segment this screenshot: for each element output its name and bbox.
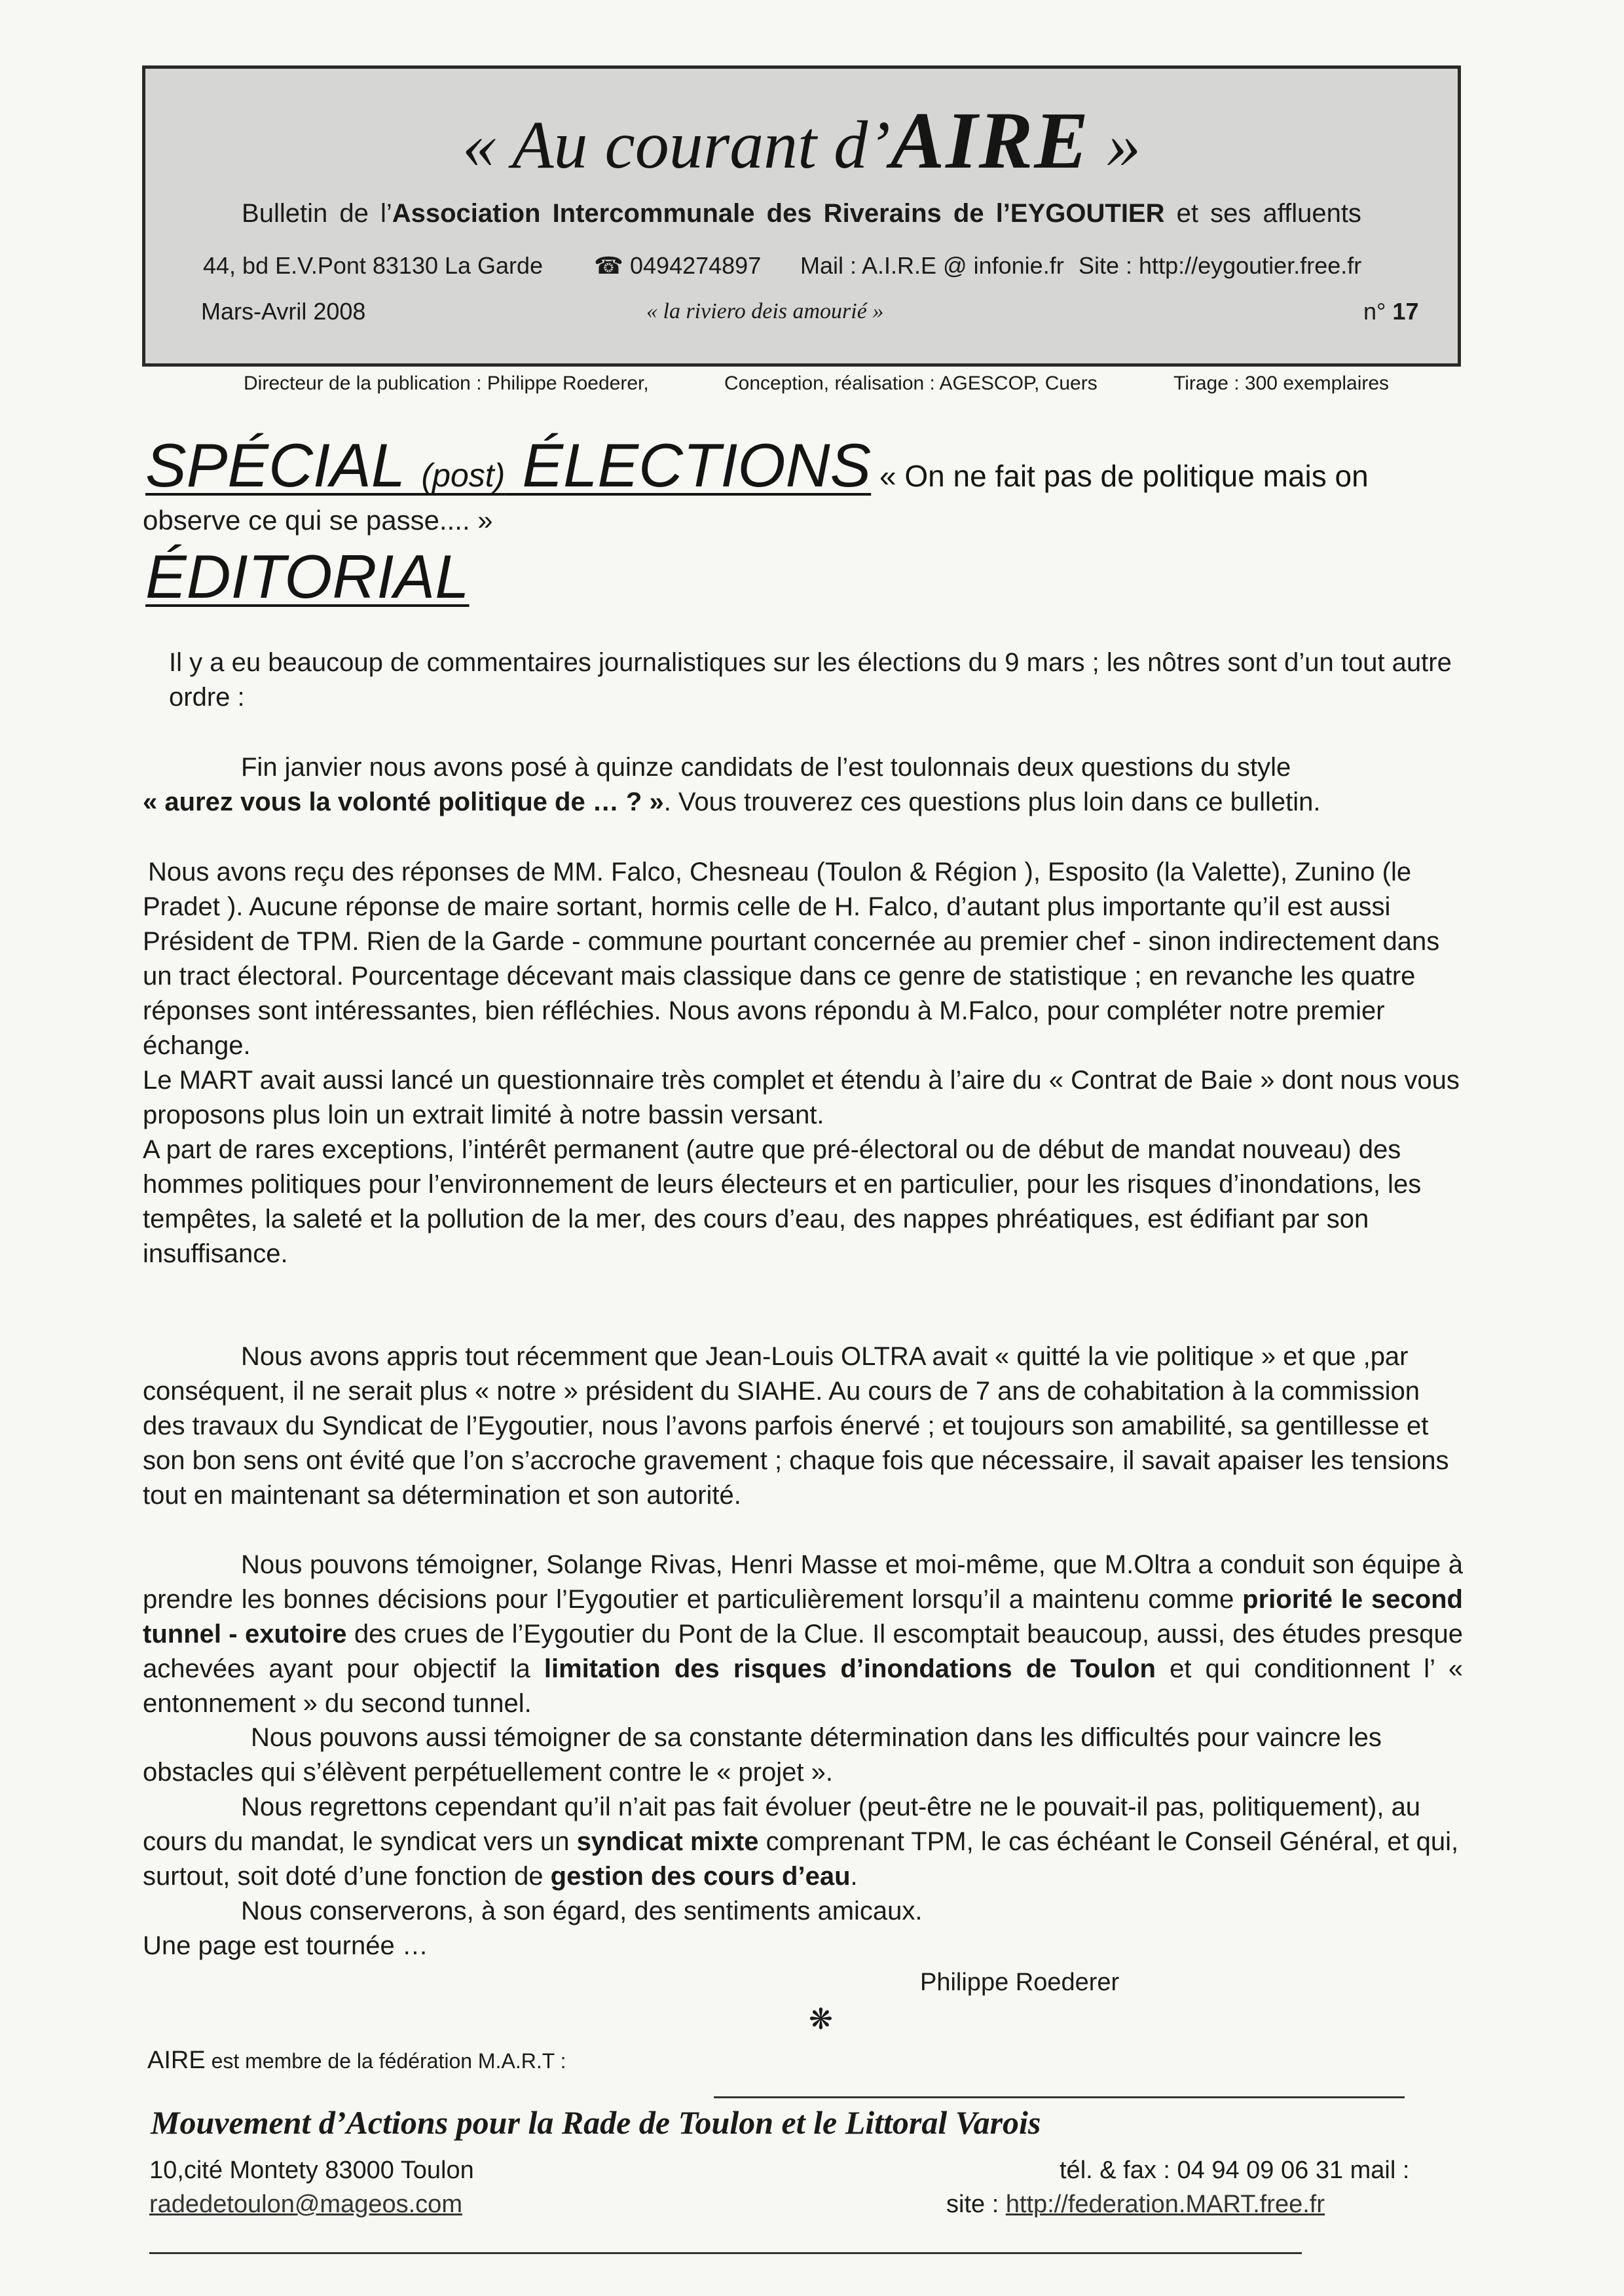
editorial-paragraph-7: Nous pouvons témoigner, Solange Rivas, Henri Masse et moi-même, que M.Oltra a conduit son équipe à prendre les bonnes décisions pour l’Eygoutier et particulièrement lorsqu’il a maintenu comme priorité le second tunnel - exutoire des crues de l’Eygoutier du Pont de la Clue. Il escomptait beaucoup, aussi, des études presque achevées ayant pour objectif la limitation des risques d’inondations de Toulon et qui conditionnent l’ « entonnement » du second tunnel. (143, 1550, 1464, 1718)
issue-date: Mars-Avril 2008 (201, 298, 366, 325)
editorial-paragraph-1: Il y a eu beaucoup de commentaires journalistiques sur les élections du 9 mars ; les nôtres sont d’un tout autre ordre : (169, 648, 1452, 712)
mart-site: site : http://federation.MART.free.fr (946, 2191, 1325, 2218)
editorial-paragraph-4: Le MART avait aussi lancé un questionnaire très complet et étendu à l’aire du « Contrat de Baie » dont nous vous proposons plus loin un extrait limité à notre bassin versant. (143, 1066, 1460, 1129)
association-address: 44, bd E.V.Pont 83130 La Garde (203, 252, 544, 279)
aire-logo-text: AIRE (890, 96, 1090, 185)
signature: Philippe Roederer (920, 1969, 1120, 1996)
association-phone: 0494274897 (630, 252, 762, 279)
asterism-icon: ❋ (809, 2003, 833, 2035)
credits-print-run: Tirage : 300 exemplaires (1173, 373, 1390, 394)
mart-phone: tél. & fax : 04 94 09 06 31 mail : (1060, 2157, 1410, 2184)
editorial-paragraph-9: Nous regrettons cependant qu’il n’ait pas fait évoluer (peut-être ne le pouvait-il pas, politiquement), au cours du mandat, le syndicat vers un syndicat mixte comprenant TPM, le cas échéant le Conseil Général, et qui, surtout, soit doté d’une fonction de gestion des cours d’eau. (143, 1793, 1459, 1891)
editorial-paragraph-2: Fin janvier nous avons posé à quinze candidats de l’est toulonnais deux questions du style « aurez vous la volonté politique de … ? ». Vous trouverez ces questions plus loin dans ce bulletin. (143, 753, 1321, 816)
special-quote: « On ne fait pas de politique mais on (871, 459, 1369, 493)
editorial-heading: ÉDITORIAL (145, 542, 470, 611)
credits-director: Directeur de la publication : Philippe Roederer, (244, 373, 649, 394)
mart-email-link[interactable]: radedetoulon@mageos.com (149, 2191, 462, 2218)
association-mail: Mail : A.I.R.E @ infonie.fr (800, 252, 1064, 279)
editorial-paragraph-6: Nous avons appris tout récemment que Jean-Louis OLTRA avait « quitté la vie politique » et que ,par conséquent, il ne serait plus « notre » président du SIAHE. Au cours de 7 ans de cohabitation à la commission des travaux du Syndicat de l’Eygoutier, nous l’avons parfois énervé ; et toujours son amabilité, sa gentillesse et son bon sens ont évité que l’on s’accroche gravement ; chaque fois que nécessaire, il savait apaiser les tensions tout en maintenant sa détermination et son autorité. (143, 1342, 1449, 1510)
bulletin-title: « Au courant d’AIRE » (462, 96, 1141, 185)
issue-number: n° 17 (1363, 298, 1419, 325)
bulletin-subtitle: Bulletin de l’Association Intercommunale des Riverains de l’EYGOUTIER et ses affluents (242, 199, 1361, 228)
masthead (142, 65, 1461, 367)
special-quote-continued: observe ce qui se passe.... » (143, 505, 493, 536)
divider (714, 2096, 1405, 2098)
association-site: Site : http://eygoutier.free.fr (1079, 252, 1362, 279)
phone-icon: ☎ (594, 252, 623, 279)
motto: « la riviero deis amourié » (646, 299, 884, 323)
editorial-paragraph-10: Nous conserverons, à son égard, des sentiments amicaux. (241, 1897, 923, 1925)
mart-federation-title: Mouvement d’Actions pour la Rade de Toulon et le Littoral Varois (151, 2104, 1041, 2141)
editorial-paragraph-11: Une page est tournée … (143, 1931, 428, 1960)
editorial-paragraph-3: Nous avons reçu des réponses de MM. Falco, Chesneau (Toulon & Région ), Esposito (la Valette), Zunino (le Pradet ). Aucune réponse de maire sortant, hormis celle de H. Falco, d’autant plus importante qu’il est aussi Président de TPM. Rien de la Garde - commune pourtant concernée au premier chef - sinon indirectement dans un tract électoral. Pourcentage décevant mais classique dans ce genre de statistique ; en revanche les quatre réponses sont intéressantes, bien réfléchies. Nous avons répondu à M.Falco, pour compléter notre premier échange. (143, 858, 1440, 1060)
mart-site-link[interactable]: http://federation.MART.free.fr (1005, 2191, 1325, 2218)
mart-address: 10,cité Montety 83000 Toulon (149, 2157, 474, 2184)
bottom-divider (149, 2252, 1302, 2254)
credits-design: Conception, réalisation : AGESCOP, Cuers (724, 373, 1098, 394)
membership-note: AIRE est membre de la fédération M.A.R.T : (147, 2047, 566, 2074)
editorial-paragraph-8: Nous pouvons aussi témoigner de sa constante détermination dans les difficultés pour vaincre les obstacles qui s’élèvent perpétuellement contre le « projet ». (143, 1723, 1382, 1787)
special-elections-heading: SPÉCIAL (post) ÉLECTIONS « On ne fait pas de politique mais on (145, 431, 1369, 500)
editorial-paragraph-5: A part de rares exceptions, l’intérêt permanent (autre que pré-électoral ou de début de mandat nouveau) des hommes politiques pour l’environnement de leurs électeurs et en particulier, pour les risques d’inondations, les tempêtes, la saleté et la pollution de la mer, des cours d’eau, des nappes phréatiques, est édifiant par son insuffisance. (143, 1135, 1422, 1268)
